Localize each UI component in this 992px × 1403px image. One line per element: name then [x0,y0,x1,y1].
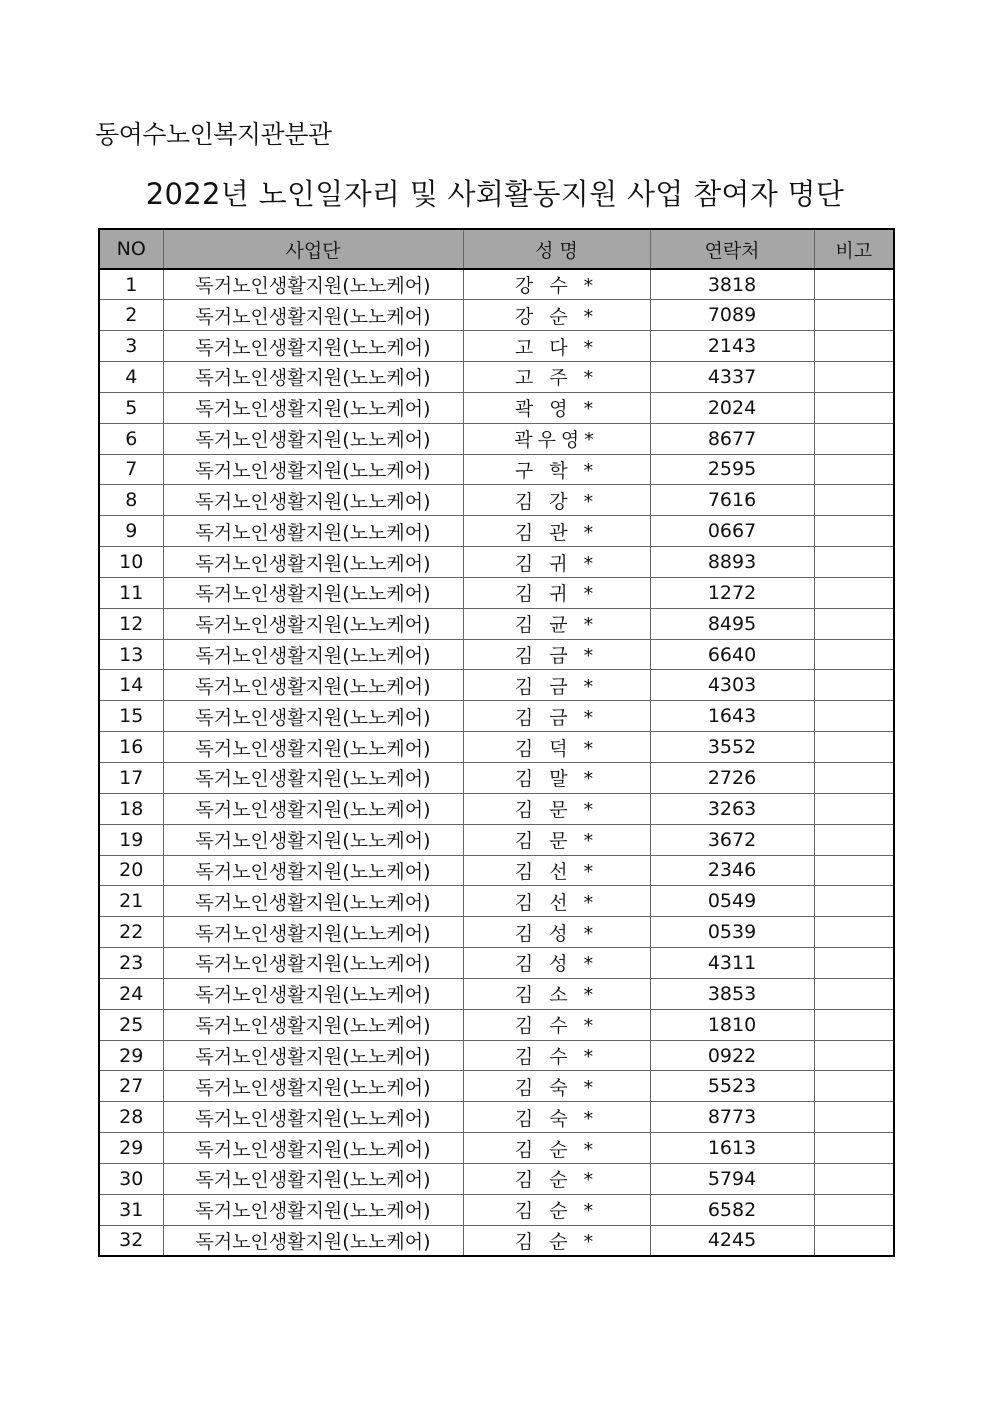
table-row [99,763,894,794]
cell-note [814,608,894,639]
organization-name: 동여수노인복지관분관 [95,120,332,149]
table-row [99,269,894,300]
cell-no: 12 [99,608,163,639]
table-row [99,300,894,331]
cell-no: 23 [99,948,163,979]
table-row [99,978,894,1009]
cell-note [814,269,894,300]
cell-no: 7 [99,454,163,485]
cell-name: 김 관 * [463,516,650,547]
cell-note [814,423,894,454]
cell-project: 독거노인생활지원(노노케어) [163,269,463,300]
cell-note [814,547,894,578]
cell-name: 김 균 * [463,608,650,639]
cell-name: 강 수 * [463,269,650,300]
cell-note [814,917,894,948]
header-no: NO [99,229,163,269]
table-row [99,886,894,917]
cell-no: 19 [99,824,163,855]
cell-phone: 1613 [650,1133,814,1164]
cell-no: 2 [99,300,163,331]
cell-note [814,454,894,485]
cell-phone: 7089 [650,300,814,331]
cell-note [814,362,894,393]
header-phone: 연락처 [650,229,814,269]
participant-table [98,228,895,1257]
cell-no: 20 [99,855,163,886]
cell-name: 김 수 * [463,1009,650,1040]
cell-name: 김 금 * [463,701,650,732]
cell-no: 8 [99,485,163,516]
cell-no: 4 [99,362,163,393]
cell-project: 독거노인생활지원(노노케어) [163,516,463,547]
cell-phone: 1272 [650,577,814,608]
cell-name: 고 주 * [463,362,650,393]
cell-phone: 0539 [650,917,814,948]
cell-no: 6 [99,423,163,454]
table-row [99,423,894,454]
cell-note [814,670,894,701]
cell-no: 9 [99,516,163,547]
cell-project: 독거노인생활지원(노노케어) [163,1163,463,1194]
cell-note [814,732,894,763]
table-row [99,1071,894,1102]
cell-project: 독거노인생활지원(노노케어) [163,917,463,948]
cell-name: 고 다 * [463,331,650,362]
cell-phone: 0922 [650,1040,814,1071]
cell-project: 독거노인생활지원(노노케어) [163,423,463,454]
cell-phone: 8893 [650,547,814,578]
cell-project: 독거노인생활지원(노노케어) [163,763,463,794]
cell-project: 독거노인생활지원(노노케어) [163,1009,463,1040]
table-row [99,701,894,732]
table-body [99,269,894,1256]
cell-no: 29 [99,1133,163,1164]
table-row [99,485,894,516]
cell-name: 김 선 * [463,886,650,917]
table-row [99,1040,894,1071]
cell-name: 김 금 * [463,670,650,701]
cell-no: 28 [99,1102,163,1133]
table-row [99,516,894,547]
cell-note [814,886,894,917]
cell-note [814,300,894,331]
cell-project: 독거노인생활지원(노노케어) [163,793,463,824]
table-row [99,1102,894,1133]
table-row [99,1133,894,1164]
cell-name: 김 덕 * [463,732,650,763]
cell-project: 독거노인생활지원(노노케어) [163,886,463,917]
cell-phone: 6640 [650,639,814,670]
cell-note [814,577,894,608]
cell-project: 독거노인생활지원(노노케어) [163,1102,463,1133]
cell-project: 독거노인생활지원(노노케어) [163,392,463,423]
cell-name: 구 학 * [463,454,650,485]
cell-no: 10 [99,547,163,578]
cell-note [814,639,894,670]
cell-note [814,516,894,547]
cell-no: 3 [99,331,163,362]
cell-phone: 2346 [650,855,814,886]
cell-name: 김 금 * [463,639,650,670]
cell-note [814,1102,894,1133]
cell-name: 김 숙 * [463,1102,650,1133]
cell-no: 14 [99,670,163,701]
cell-name: 김 수 * [463,1040,650,1071]
cell-project: 독거노인생활지원(노노케어) [163,300,463,331]
cell-no: 5 [99,392,163,423]
table-row [99,1194,894,1225]
cell-project: 독거노인생활지원(노노케어) [163,1133,463,1164]
cell-note [814,701,894,732]
cell-phone: 4337 [650,362,814,393]
table-row [99,824,894,855]
cell-name: 김 순 * [463,1163,650,1194]
table-row [99,732,894,763]
cell-phone: 4245 [650,1225,814,1256]
cell-project: 독거노인생활지원(노노케어) [163,670,463,701]
document-title: 2022년 노인일자리 및 사회활동지원 사업 참여자 명단 [145,177,845,211]
cell-phone: 8677 [650,423,814,454]
cell-phone: 8495 [650,608,814,639]
header-project: 사업단 [163,229,463,269]
cell-note [814,1071,894,1102]
cell-no: 29 [99,1040,163,1071]
cell-name: 김 소 * [463,978,650,1009]
table-row [99,855,894,886]
cell-phone: 3853 [650,978,814,1009]
cell-project: 독거노인생활지원(노노케어) [163,1040,463,1071]
cell-note [814,1133,894,1164]
table-row [99,331,894,362]
cell-phone: 3818 [650,269,814,300]
cell-phone: 1643 [650,701,814,732]
table-row [99,1225,894,1256]
cell-project: 독거노인생활지원(노노케어) [163,948,463,979]
cell-name: 김 순 * [463,1194,650,1225]
cell-project: 독거노인생활지원(노노케어) [163,577,463,608]
cell-name: 곽우영* [463,423,650,454]
header-note: 비고 [814,229,894,269]
cell-no: 22 [99,917,163,948]
table-row [99,577,894,608]
cell-project: 독거노인생활지원(노노케어) [163,485,463,516]
cell-note [814,1040,894,1071]
cell-note [814,485,894,516]
cell-phone: 2143 [650,331,814,362]
cell-project: 독거노인생활지원(노노케어) [163,824,463,855]
cell-name: 김 순 * [463,1133,650,1164]
cell-name: 김 귀 * [463,547,650,578]
cell-name: 김 성 * [463,917,650,948]
cell-project: 독거노인생활지원(노노케어) [163,639,463,670]
cell-name: 김 문 * [463,793,650,824]
table-row [99,547,894,578]
cell-no: 13 [99,639,163,670]
cell-no: 32 [99,1225,163,1256]
cell-no: 27 [99,1071,163,1102]
cell-no: 11 [99,577,163,608]
cell-no: 21 [99,886,163,917]
cell-project: 독거노인생활지원(노노케어) [163,1071,463,1102]
table-row [99,608,894,639]
cell-phone: 2595 [650,454,814,485]
table-row [99,639,894,670]
cell-no: 15 [99,701,163,732]
cell-phone: 5523 [650,1071,814,1102]
cell-no: 16 [99,732,163,763]
header-name: 성 명 [463,229,650,269]
table-row [99,362,894,393]
cell-name: 강 순 * [463,300,650,331]
cell-phone: 8773 [650,1102,814,1133]
cell-note [814,793,894,824]
cell-project: 독거노인생활지원(노노케어) [163,732,463,763]
cell-phone: 4303 [650,670,814,701]
cell-project: 독거노인생활지원(노노케어) [163,362,463,393]
cell-phone: 5794 [650,1163,814,1194]
cell-no: 24 [99,978,163,1009]
cell-project: 독거노인생활지원(노노케어) [163,454,463,485]
table-row [99,917,894,948]
table-row [99,1009,894,1040]
cell-note [814,978,894,1009]
table-row [99,793,894,824]
cell-name: 김 귀 * [463,577,650,608]
cell-note [814,948,894,979]
cell-no: 31 [99,1194,163,1225]
cell-name: 김 문 * [463,824,650,855]
cell-note [814,1009,894,1040]
cell-note [814,1225,894,1256]
cell-note [814,855,894,886]
cell-name: 김 강 * [463,485,650,516]
cell-note [814,392,894,423]
cell-no: 30 [99,1163,163,1194]
table-row [99,392,894,423]
cell-phone: 2024 [650,392,814,423]
cell-phone: 0667 [650,516,814,547]
cell-no: 25 [99,1009,163,1040]
cell-phone: 0549 [650,886,814,917]
cell-phone: 2726 [650,763,814,794]
cell-no: 18 [99,793,163,824]
cell-project: 독거노인생활지원(노노케어) [163,701,463,732]
cell-phone: 6582 [650,1194,814,1225]
cell-name: 김 선 * [463,855,650,886]
table-row [99,670,894,701]
cell-no: 1 [99,269,163,300]
cell-project: 독거노인생활지원(노노케어) [163,1194,463,1225]
cell-note [814,331,894,362]
cell-phone: 3552 [650,732,814,763]
cell-phone: 4311 [650,948,814,979]
cell-name: 김 말 * [463,763,650,794]
cell-project: 독거노인생활지원(노노케어) [163,331,463,362]
table-row [99,1163,894,1194]
cell-note [814,1163,894,1194]
table-row [99,454,894,485]
cell-name: 김 순 * [463,1225,650,1256]
cell-phone: 7616 [650,485,814,516]
cell-phone: 1810 [650,1009,814,1040]
cell-project: 독거노인생활지원(노노케어) [163,547,463,578]
cell-note [814,763,894,794]
cell-project: 독거노인생활지원(노노케어) [163,978,463,1009]
cell-project: 독거노인생활지원(노노케어) [163,608,463,639]
cell-phone: 3672 [650,824,814,855]
cell-name: 김 숙 * [463,1071,650,1102]
cell-note [814,1194,894,1225]
table-header-row [99,229,894,269]
cell-project: 독거노인생활지원(노노케어) [163,855,463,886]
cell-project: 독거노인생활지원(노노케어) [163,1225,463,1256]
cell-name: 곽 영 * [463,392,650,423]
cell-note [814,824,894,855]
cell-phone: 3263 [650,793,814,824]
table-row [99,948,894,979]
cell-name: 김 성 * [463,948,650,979]
cell-no: 17 [99,763,163,794]
